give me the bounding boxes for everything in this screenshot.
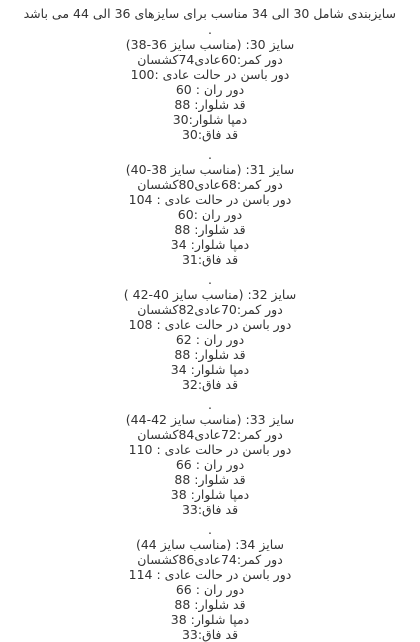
size-measurement: دور ران : 66	[175, 582, 245, 597]
size-sections	[8, 22, 412, 642]
size-section-title: سایز 34: (مناسب سایز 44)	[135, 537, 285, 552]
size-section	[8, 537, 412, 642]
section-separator: .	[208, 522, 212, 537]
size-section	[8, 412, 412, 517]
size-measurement: دمپا شلوار:30	[172, 112, 248, 127]
size-measurement: دور باسن در حالت عادی : 110	[128, 442, 292, 457]
size-measurement: دور ران : 62	[175, 332, 245, 347]
size-measurement: دور ران : 60	[175, 82, 245, 97]
size-section	[8, 287, 412, 392]
size-section-title: سایز 30: (مناسب سایز 36-38)	[125, 37, 295, 52]
size-section-title: سایز 32: (مناسب سایز 40-42 )	[123, 287, 297, 302]
size-measurement: قد فاق:30	[181, 127, 239, 142]
size-measurement: دور باسن در حالت عادی : 108	[128, 317, 292, 332]
size-guide	[0, 6, 420, 642]
size-measurement: دور باسن در حالت عادی : 104	[128, 192, 292, 207]
size-measurement: قد فاق:32	[181, 377, 239, 392]
size-measurement: دمپا شلوار: 38	[170, 487, 250, 502]
section-separator: .	[208, 397, 212, 412]
section-separator: .	[208, 272, 212, 287]
size-section	[8, 162, 412, 267]
section-separator: .	[208, 22, 212, 37]
size-measurement: دور ران :60	[177, 207, 243, 222]
size-measurement: دور کمر:74عادی86کشسان	[137, 552, 283, 567]
size-measurement: دور کمر:72عادی84کشسان	[137, 427, 283, 442]
size-measurement: دور کمر:60عادی74کشسان	[137, 52, 283, 67]
size-measurement: دور باسن در حالت عادی :100	[130, 67, 290, 82]
size-measurement: قد شلوار: 88	[174, 347, 246, 362]
size-section-title: سایز 31: (مناسب سایز 38-40)	[125, 162, 295, 177]
size-guide-header: سایزبندی شامل 30 الی 34 مناسب برای سایزهای 36 الی 44 می باشد	[23, 6, 396, 21]
size-section	[8, 37, 412, 142]
size-measurement: دور باسن در حالت عادی : 114	[128, 567, 292, 582]
size-measurement: قد فاق:31	[181, 252, 239, 267]
size-measurement: دور کمر:70عادی82کشسان	[137, 302, 283, 317]
size-measurement: دور کمر:68عادی80کشسان	[137, 177, 283, 192]
size-measurement: دمپا شلوار: 38	[170, 612, 250, 627]
size-section-title: سایز 33: (مناسب سایز 42-44)	[125, 412, 295, 427]
size-measurement: دور ران : 66	[175, 457, 245, 472]
size-measurement: قد شلوار: 88	[174, 222, 246, 237]
size-measurement: قد شلوار: 88	[174, 597, 246, 612]
size-measurement: دمپا شلوار: 34	[170, 362, 250, 377]
size-measurement: قد شلوار: 88	[174, 97, 246, 112]
size-measurement: قد فاق:33	[181, 627, 239, 642]
section-separator: .	[208, 147, 212, 162]
size-measurement: قد شلوار: 88	[174, 472, 246, 487]
size-measurement: قد فاق:33	[181, 502, 239, 517]
size-measurement: دمپا شلوار: 34	[170, 237, 250, 252]
